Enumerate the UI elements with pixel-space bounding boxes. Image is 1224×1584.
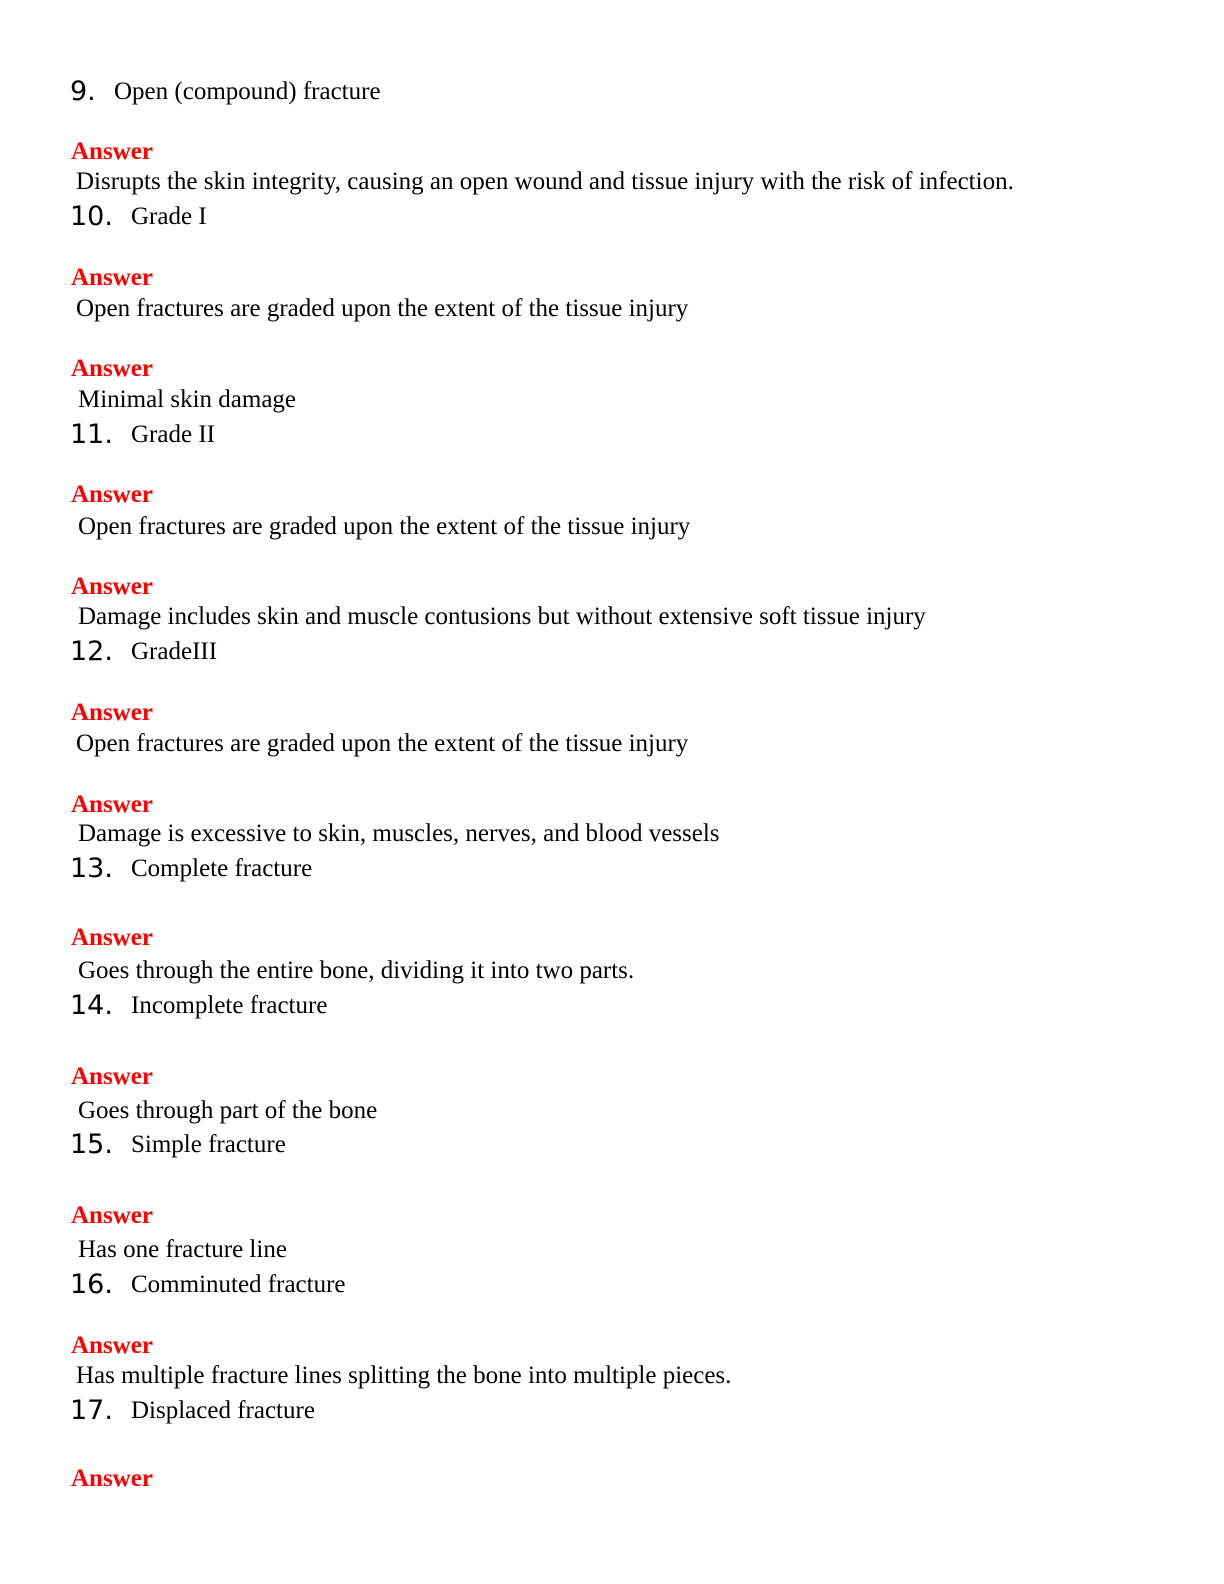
answer-text: Goes through part of the bone: [78, 1097, 378, 1124]
answer-text: Damage is excessive to skin, muscles, nerves, and blood vessels: [78, 820, 720, 847]
question-number: 17.: [70, 1395, 113, 1426]
answer-label: Answer: [71, 481, 153, 508]
answer-label: Answer: [71, 573, 153, 600]
question-number: 9.: [70, 76, 96, 107]
answer-label: Answer: [71, 1202, 153, 1229]
answer-label: Answer: [71, 355, 153, 382]
question-text: Simple fracture: [131, 1131, 286, 1158]
question-text: GradeIII: [131, 638, 218, 665]
question-text: Grade I: [131, 203, 207, 230]
question-text: Incomplete fracture: [131, 992, 328, 1019]
answer-label: Answer: [71, 138, 153, 165]
answer-label: Answer: [71, 924, 153, 951]
question-text: Grade II: [131, 421, 215, 448]
answer-text: Goes through the entire bone, dividing it into two parts.: [78, 957, 635, 984]
answer-text: Open fractures are graded upon the extent of the tissue injury: [76, 730, 689, 757]
answer-text: Open fractures are graded upon the extent of the tissue injury: [78, 513, 691, 540]
answer-text: Minimal skin damage: [78, 386, 297, 413]
question-number: 16.: [70, 1269, 113, 1300]
answer-label: Answer: [71, 1465, 153, 1492]
answer-text: Open fractures are graded upon the extent of the tissue injury: [76, 295, 689, 322]
answer-label: Answer: [71, 1332, 153, 1359]
question-number: 11.: [70, 419, 113, 450]
question-text: Comminuted fracture: [131, 1271, 346, 1298]
answer-label: Answer: [71, 264, 153, 291]
answer-text: Has multiple fracture lines splitting the bone into multiple pieces.: [76, 1362, 732, 1389]
answer-text: Damage includes skin and muscle contusions but without extensive soft tissue injury: [78, 603, 926, 630]
answer-text: Disrupts the skin integrity, causing an open wound and tissue injury with the risk of infection.: [76, 168, 1014, 195]
question-text: Displaced fracture: [131, 1397, 315, 1424]
question-number: 13.: [70, 853, 113, 884]
answer-label: Answer: [71, 791, 153, 818]
question-number: 12.: [70, 636, 113, 667]
question-number: 10.: [70, 201, 113, 232]
answer-label: Answer: [71, 1063, 153, 1090]
question-number: 14.: [70, 990, 113, 1021]
answer-label: Answer: [71, 699, 153, 726]
question-text: Open (compound) fracture: [114, 78, 381, 105]
question-number: 15.: [70, 1129, 113, 1160]
answer-text: Has one fracture line: [78, 1236, 287, 1263]
question-text: Complete fracture: [131, 855, 313, 882]
